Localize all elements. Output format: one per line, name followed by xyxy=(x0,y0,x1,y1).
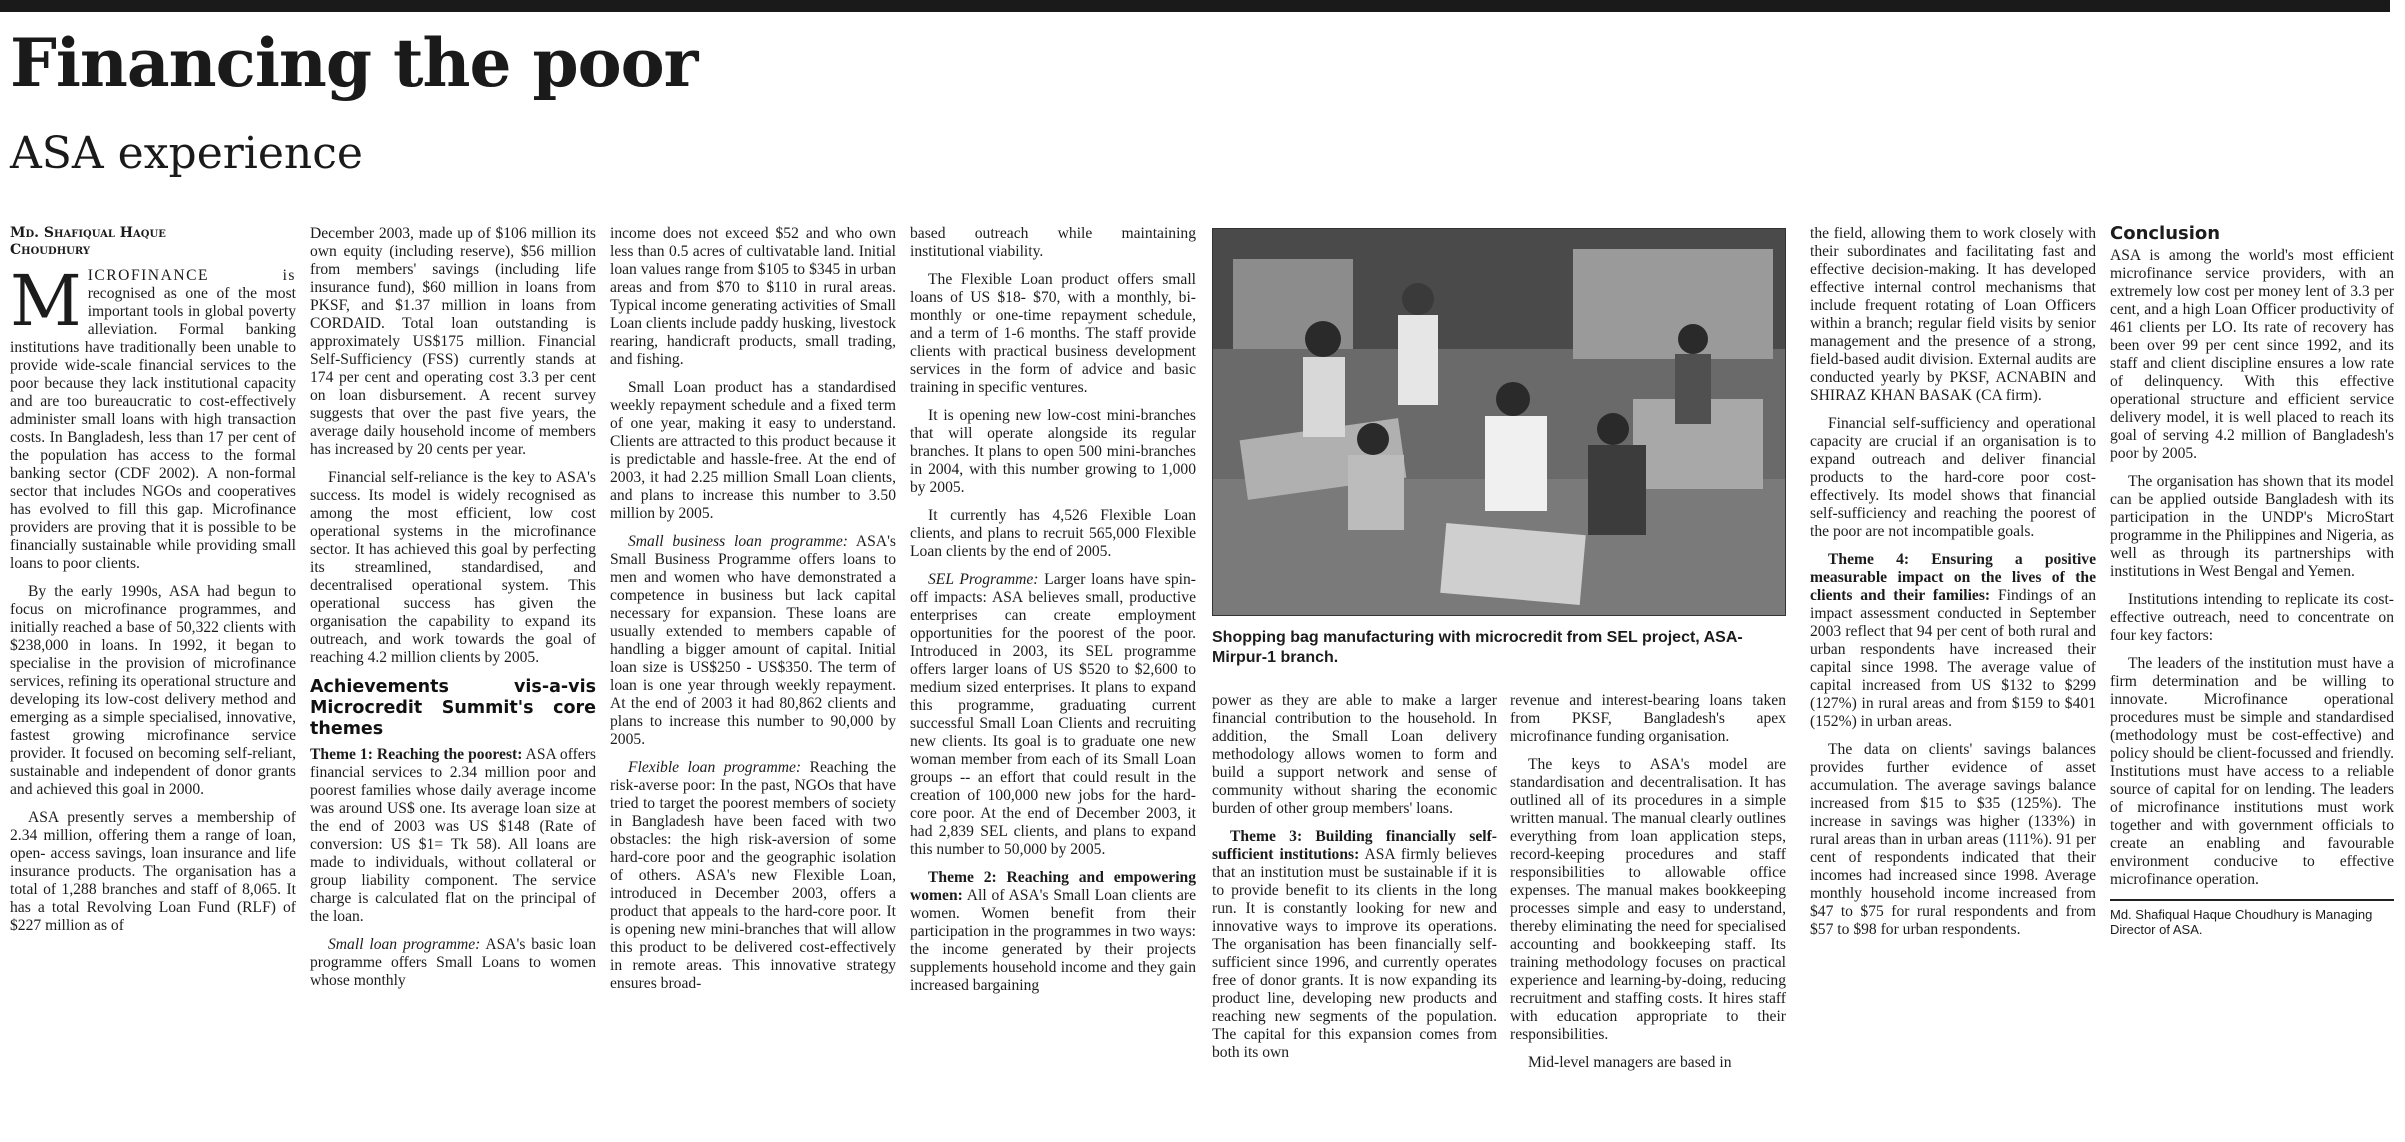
paragraph: The organisation has shown that its model can be applied outside Bangladesh with its participation in the UNDP's MicroStart programme in the Philippines and Nigeria, as well as through its partnerships with institutions in West Bengal and Yemen. xyxy=(2110,473,2394,580)
byline-line-1: Md. Shafiqual Haque xyxy=(10,225,166,241)
article-column-5 xyxy=(1212,692,1497,1132)
paragraph: Financial self-reliance is the key to ASA's success. Its model is widely recognised as among the most efficient, low cost operational systems in the microfinance sector. It has achieved this goal by perfecting its streamlined, standardised, and decentralised operational system. This operational success has given the organisation the capability to expand its outreach, and work towards the goal of reaching 4.2 million clients by 2005. xyxy=(310,469,596,666)
flexible-loan-text: Reaching the risk-averse poor: In the past, NGOs that have tried to target the poorest members of society in Bangladesh have been faced with two obstacles: the high risk-aversion of some hard-core poor and the geographic isolation of others. ASA's new Flexible Loan, introduced in December 2003, offers a product that appeals to the hard-core poor. It is opening new mini-branches that will allow this product to be delivered cost-effectively in remote areas. This innovative strategy ensures broad- xyxy=(610,759,896,992)
paragraph: December 2003, made up of $106 million its own equity (including reserve), $56 million from members' savings (including life insurance fund), $60 million in loans from PKSF, and $1.37 million in loans from CORDAID. Total loan outstanding is approximately US$175 million. Financial Self-Sufficiency (FSS) currently stands at 174 per cent and operating cost 3.3 per cent on loan disbursement. A recent survey suggests that over the past five years, the average daily household income of members has increased by 20 cents per year. xyxy=(310,225,596,458)
article-column-2 xyxy=(310,225,596,1135)
small-loan-label: Small loan programme: xyxy=(328,936,481,953)
paragraph: Small Loan product has a standardised weekly repayment schedule and a fixed term of one year, making it easy to understand. Clients are attracted to this product because it is predictable and hassle-free. At the end of 2003, it had 2.25 million Small Loan clients, and plans to increase this number to 3.50 million by 2005. xyxy=(610,379,896,522)
theme-4-label: Theme 4: Ensuring a positive measurable impact on the lives of the clients and their families: xyxy=(1810,551,2096,604)
lead-in: ICROFINANCE is xyxy=(87,267,296,284)
theme-3-paragraph xyxy=(1212,828,1497,1062)
intro-paragraph xyxy=(10,260,296,573)
paragraph: It is opening new low-cost mini-branches that will operate alongside its regular branches. It plans to open 500 mini-branches in 2004, with this number growing to 1,000 by 2005. xyxy=(910,407,1196,496)
paragraph: power as they are able to make a larger financial contribution to the household. In addition, the Small Loan delivery methodology allows women to form and build a support network and sense of community without sharing the economic burden of other group members' loans. xyxy=(1212,692,1497,817)
theme-3-text: ASA firmly believes that an institution must be sustainable if it is to provide benefit to its clients in the long run. It is constantly looking for new and innovative ways to improve its operations. The organisation has been financially self-sufficient since 1996, and currently operates free of donor grants. It is now expanding its product line, developing new products and reaching new segments of the population. The capital for this expansion comes from both its own xyxy=(1212,846,1497,1061)
photo-caption: Shopping bag manufacturing with microcredit from SEL project, ASA-Mirpur-1 branch. xyxy=(1212,629,1743,666)
theme-1-text: ASA offers financial services to 2.34 million poor and poorest families whose daily average income was around US$ one. Its average loan size at the end of 2003 was US $148 (Rate of conversion: US $1= Tk 58). All loans are made to individuals, without collateral or group liability component. The service charge is calculated flat on the principal of the loan. xyxy=(310,746,596,925)
paragraph: The Flexible Loan product offers small loans of US $18- $70, with a monthly, bi-monthly or one-time repayment schedule, and a term of 1-6 months. The staff provide clients with practical business development services in the form of advice and basic training in specific ventures. xyxy=(910,271,1196,396)
top-rule xyxy=(0,0,2390,12)
byline xyxy=(10,225,296,259)
paragraph: ASA is among the world's most efficient microfinance service providers, with an extremely low cost per money lent of 3.3 per cent, and a high Loan Officer productivity of 461 clients per LO. Its rate of recovery has been over 99 per cent since 1992, and its staff and client discipline ensures a low rate of delinquency. With this effective operational structure and efficient service delivery model, it is well placed to reach its goal of serving 4.2 million of Bangladesh's poor by 2005. xyxy=(2110,247,2394,462)
byline-line-2: Choudhury xyxy=(10,242,91,258)
small-loan-paragraph xyxy=(310,936,596,990)
article-column-3 xyxy=(610,225,896,1135)
paragraph: the field, allowing them to work closely with their subordinates and facilitating fast and effective decision-making. It has developed effective internal control mechanisms that include frequent rotating of Loan Officers within a branch; regular field visits by senior management and the presence of a strong, field-based audit division. External audits are conducted yearly by PKSF, ACNABIN and SHIRAZ KHAN BASAK (CA firm). xyxy=(1810,225,2096,404)
sel-text: Larger loans have spin-off impacts: ASA believes small, productive enterprises can create employment opportunities for the poorest of the poor. Introduced in 2003, its SEL programme offers larger loans of US $520 to $2,600 to medium sized enterprises. It plans to expand this programme, graduating current successful Small Loan Clients and recruiting new clients. Its goal is to graduate one new woman member from each of its Small Loan groups -- an effort that could result in the creation of 100,000 new jobs for the hard-core poor. At the end of December 2003, it had 2,839 SEL clients, and plans to expand this number to 50,000 by 2005. xyxy=(910,571,1196,858)
news-photo xyxy=(1212,228,1786,616)
paragraph: The data on clients' savings balances provides further evidence of asset accumulation. The average savings balance increased from $15 to $35 (125%). The increase in savings was higher (133%) in rural areas than in urban areas (111%). 91 per cent of respondents indicated that their incomes had increased since 1998. Average monthly household income increased from $47 to $75 for rural respondents and from $57 to $98 for urban respondents. xyxy=(1810,741,2096,938)
conclusion-heading: Conclusion xyxy=(2110,225,2221,244)
theme-3-label: Theme 3: Building financially self-sufficient institutions: xyxy=(1212,828,1497,863)
sel-label: SEL Programme: xyxy=(928,571,1039,588)
article-column-1 xyxy=(10,225,296,1135)
article-column-7 xyxy=(1810,225,2096,1135)
paragraph: ASA presently serves a membership of 2.34 million, offering them a range of loan, open- access savings, loan insurance and life insurance products. The organisation has a total of 1,288 branches and staff of 8,065. It has a total Revolving Loan Fund (RLF) of $227 million as of xyxy=(10,809,296,934)
subheadline: ASA experience xyxy=(10,128,363,179)
sel-paragraph xyxy=(910,571,1196,859)
paragraph: revenue and interest-bearing loans taken from PKSF, Bangladesh's apex microfinance funding organisation. xyxy=(1510,692,1786,745)
paragraph: Mid-level managers are based in xyxy=(1528,1054,1732,1071)
paragraph: The keys to ASA's model are standardisation and decentralisation. It has outlined all of its procedures in a simple written manual. The manual clearly outlines everything from loan application steps, record-keeping procedures and staff responsibilities to allowable office expenses. The manual makes bookkeeping processes simple and easy to understand, thereby eliminating the need for specialised accounting and bookkeeping staff. Its training methodology focuses on practical experience and learning-by-doing, reducing recruitment and staffing costs. It hires staff with education appropriate to their responsibilities. xyxy=(1510,756,1786,1043)
theme-1-label: Theme 1: Reaching the poorest: xyxy=(310,746,523,763)
small-business-text: ASA's Small Business Programme offers loans to men and women who have demonstrated a competence in business but lack capital necessary for expansion. These loans are usually extended to members capable of handling a bigger amount of capital. Initial loan size is US$250 - US$350. The term of loan is one year through weekly repayment. At the end of 2003 it had 80,862 clients and plans to increase this number to 90,000 by 2005. xyxy=(610,533,896,748)
theme-1-paragraph xyxy=(310,746,596,926)
small-loan-text: ASA's basic loan programme offers Small Loans to women whose monthly xyxy=(310,936,596,989)
theme-2-paragraph xyxy=(910,869,1196,995)
photo-illustration xyxy=(1213,229,1785,615)
drop-cap: M xyxy=(10,260,82,342)
bio-divider xyxy=(2110,899,2394,901)
article-column-6 xyxy=(1510,692,1786,1132)
article-column-8 xyxy=(2110,225,2394,1135)
flexible-loan-label: Flexible loan programme: xyxy=(628,759,802,776)
paragraph: Institutions intending to replicate its cost-effective outreach, need to concentrate on four key factors: xyxy=(2110,591,2394,644)
paragraph: By the early 1990s, ASA had begun to focus on microfinance programmes, and initially reached a base of 50,322 clients with $238,000 in loans. In 1992, it began to specialise in the provision of microfinance services, refining its operational structure and developing its low-cost delivery method and emerging as a simple specialised, innovative, fastest growing microfinance service provider. It focused on becoming self-reliant, sustainable and independent of donor grants and achieved this goal in 2000. xyxy=(10,583,296,798)
small-business-label: Small business loan programme: xyxy=(628,533,848,550)
flexible-loan-paragraph xyxy=(610,759,896,993)
headline: Financing the poor xyxy=(10,24,698,102)
theme-4-paragraph xyxy=(1810,551,2096,731)
paragraph: The leaders of the institution must have a firm determination and be willing to innovate. Microfinance operational procedures must be simple and standardised (methodology must be cost-effective) and policy should be client-focussed and friendly. Institutions must have access to a reliable source of capital for on lending. The leaders of microfinance institutions must work together and with government officials to create an enabling and favourable environment conducive to effective microfinance operation. xyxy=(2110,655,2394,888)
theme-2-label: Theme 2: Reaching and empowering women: xyxy=(910,869,1196,904)
paragraph: based outreach while maintaining institutional viability. xyxy=(910,225,1196,260)
paragraph: income does not exceed $52 and who own less than 0.5 acres of cultivatable land. Initial loan values range from $105 to $345 in urban areas and from $70 to $110 in rural areas. Typical income generating activities of Small Loan clients include paddy husking, livestock rearing, handicraft products, small trading, and fishing. xyxy=(610,225,896,368)
paragraph: Financial self-sufficiency and operational capacity are crucial if an organisation is to expand outreach and deliver financial products to the hard-core poor cost-effectively. Its model shows that financial self-sufficiency and reaching the poorest of the poor are not incompatible goals. xyxy=(1810,415,2096,540)
article-column-4 xyxy=(910,225,1196,1135)
theme-2-text: All of ASA's Small Loan clients are women. Women benefit from their participation in the programmes in two ways: the income generated by their projects supplements household income and they gain increased bargaining xyxy=(910,887,1196,994)
theme-4-text: Findings of an impact assessment conducted in September 2003 reflect that 94 per cent of both rural and urban respondents have increased their capital since 1998. The average value of capital increased from US $132 to $299 (127%) in rural areas and from $159 to $401 (152%) in urban areas. xyxy=(1810,587,2096,730)
author-bio: Md. Shafiqual Haque Choudhury is Managing Director of ASA. xyxy=(2110,907,2373,937)
paragraph: It currently has 4,526 Flexible Loan clients, and plans to recruit 565,000 Flexible Loan clients by the end of 2005. xyxy=(910,507,1196,560)
small-business-paragraph xyxy=(610,533,896,749)
section-heading-achievements: Achievements vis-a-vis Microcredit Summit's core themes xyxy=(310,677,596,739)
intro-text: recognised as one of the most important tools in global poverty alleviation. Formal banking institutions have traditionally been unable to provide wide-scale financial services to the poor because they lack institutional capacity and are too bureaucratic to cost-effectively administer small loans with high transaction costs. In Bangladesh, less than 17 per cent of the population has access to the formal banking sector (CDF 2002). A non-formal sector that includes NGOs and cooperatives has evolved to fill this gap. Microfinance providers are proving that it is possible to be financially sustainable while providing small loans to poor clients. xyxy=(10,285,296,572)
